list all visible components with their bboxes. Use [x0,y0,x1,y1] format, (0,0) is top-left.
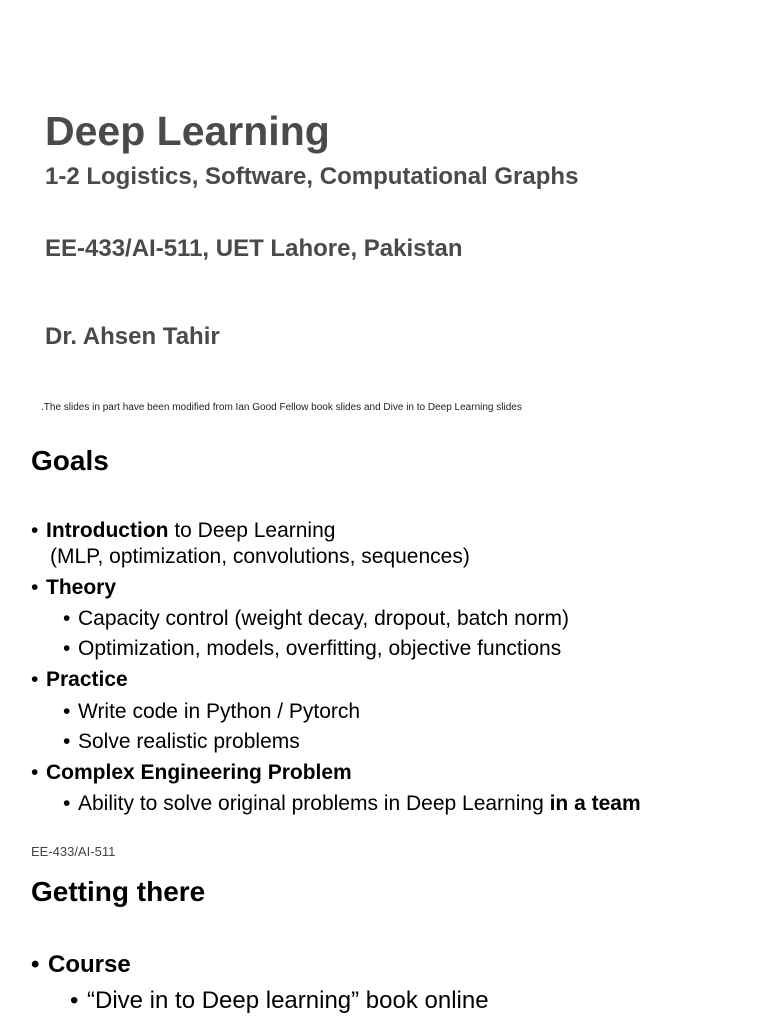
goal-item-bold: Introduction [46,519,169,542]
getting-item-bold: Course [48,951,131,978]
bullet-icon: • [31,668,39,691]
course-code: EE-433/AI-511, UET Lahore, Pakistan [45,235,463,262]
bullet-icon: • [63,637,71,660]
bullet-icon: • [31,576,39,599]
getting-item-course [31,950,131,980]
lecture-subtitle: 1-2 Logistics, Software, Computational Graphs [45,163,579,190]
bullet-icon: • [63,607,71,630]
goal-subitem-problems [63,729,300,755]
bullet-icon: • [63,730,71,753]
goal-subitem-capacity [63,606,569,632]
attribution-note: .The slides in part have been modified from Ian Good Fellow book slides and Dive in to Deep Learning slides [41,402,522,413]
getting-subitem-text: “Dive in to Deep learning” book online [87,987,489,1014]
page-title: Deep Learning [45,108,330,154]
goal-subitem-text: Ability to solve original problems in Deep Learning [78,792,550,815]
goal-subitem-text: Solve realistic problems [78,730,300,753]
bullet-icon: • [31,519,39,542]
goal-item-bold: Theory [46,576,117,599]
goal-subitem-text: Write code in Python / Pytorch [78,700,361,723]
bullet-icon: • [31,761,39,784]
getting-there-heading: Getting there [31,876,206,907]
author-name: Dr. Ahsen Tahir [45,323,220,350]
goal-item-bold: Practice [46,668,128,691]
bullet-icon: • [63,700,71,723]
bullet-icon: • [63,792,71,815]
goal-subitem-code [63,699,360,725]
goal-item-introduction [31,518,335,544]
getting-subitem-book [70,986,489,1016]
goal-item-topics: (MLP, optimization, convolutions, sequences) [50,545,470,568]
goal-subitem-bold: in a team [549,792,641,815]
goal-subitem-text: Capacity control (weight decay, dropout, batch norm) [78,607,570,630]
goal-subitem-text: Optimization, models, overfitting, objective functions [78,637,562,660]
goal-subitem-optimization [63,636,561,662]
bullet-icon: • [70,987,79,1014]
goal-subitem-team [63,791,641,817]
slide-footer: EE-433/AI-511 [31,844,116,859]
goal-item-complex-engineering [31,760,352,786]
goal-item-bold: Complex Engineering Problem [46,761,352,784]
bullet-icon: • [31,951,40,978]
goal-item-practice [31,667,128,693]
goal-item-theory [31,575,116,601]
goal-item-text: to Deep Learning [168,519,336,542]
goals-heading: Goals [31,445,109,476]
